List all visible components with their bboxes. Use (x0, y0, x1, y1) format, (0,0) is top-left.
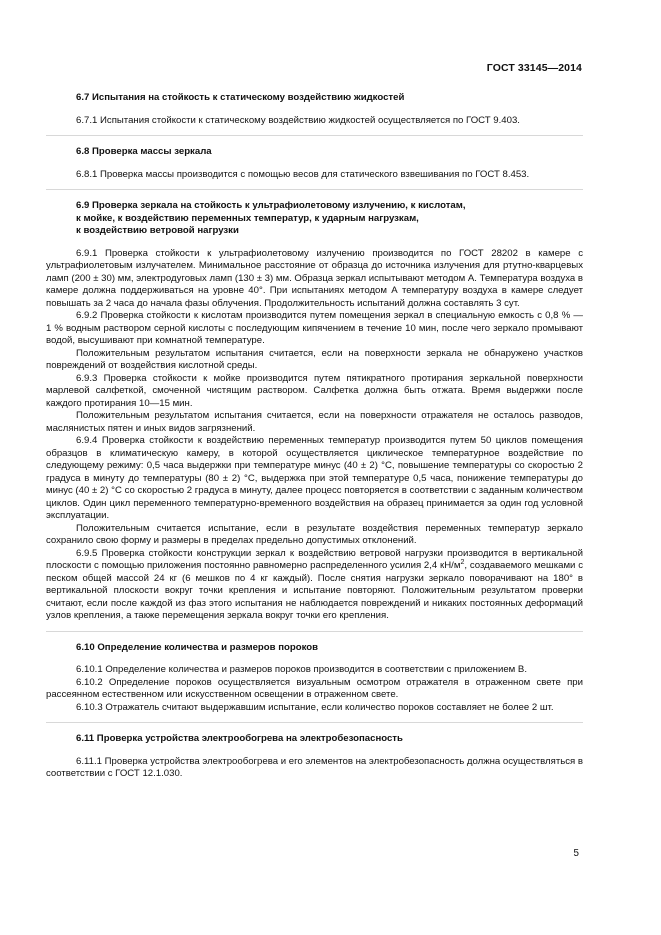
paragraph-6-9-5-part2: , создаваемого мешками с песком общей массой 24 кг (6 мешков по 4 кг каждый). После снятия нагрузки зеркало поворачивают на 180° в вертикальной плоскости вокруг точки крепления и испытание повторяют. Положительным результатом проверки считают, если после каждой из фаз этого испытания не наблюдается повреждений и никаких постоянных деформаций узлов крепления, а также перемещения зеркала вокруг точки его крепления. (46, 560, 583, 621)
section-6-7-title: 6.7 Испытания на стойкость к статическому воздействию жидкостей (76, 92, 405, 103)
paragraph-6-9-4: 6.9.4 Проверка стойкости к воздействию переменных температур производится путем 50 циклов помещения образцов в климатическую камеру, в которой осуществляется циклическое температурное воздействие по следующему режиму: 0,5 часа выдержки при температуре минус (40 ± 2) °C, повышение температуры со скоростью 2 градуса в минуту до температуры (80 ± 2) °C, выдержка при этой температуре 0,5 часа, понижение температуры до минус (40 ± 2) °C со скоростью 2 градуса в минуту, далее процесс повторяется в соответствии с заданным количеством циклов. Один цикл переменного температурно-временного воздействия на образец принимается за один год условной эксплуатации. (46, 435, 583, 521)
paragraph-6-9-1: 6.9.1 Проверка стойкости к ультрафиолетовому излучению производится по ГОСТ 28202 в камере с ультрафиолетовым излучателем. Минимальное расстояние от образца до источника излучения для ртутно-кварцевых ламп (200 ± 30) мм, электродуговых ламп (130 ± 3) мм. Образца зеркал испытывают методом А. Температура воздуха в камере должна поддерживаться на уровне 40°. При испытаниях методом А температуру воздуха в камере следует повышать за 2 часа до начала фазы облучения. Продолжительность испытаний должна составлять 3 сут. (46, 247, 583, 309)
divider (46, 722, 583, 723)
document-body (46, 92, 583, 781)
section-6-9-title-line: к воздействию ветровой нагрузки (76, 225, 239, 236)
paragraph-6-9-2-result: Положительным результатом испытания считается, если на поверхности зеркала не обнаружено участков повреждений от воздействия кислотной среды. (46, 347, 583, 371)
paragraph-6-7-1: 6.7.1 Испытания стойкости к статическому воздействию жидкостей осуществляется по ГОСТ 9.403. (76, 114, 520, 126)
paragraph-6-9-3: 6.9.3 Проверка стойкости к мойке производится путем пятикратного протирания зеркальной поверхности марлевой салфеткой, смоченной чистящим раствором. Салфетка должна быть отжата. Время выдержки после каждого протирания 10—15 мин. (46, 372, 583, 409)
paragraph-6-9-5-part1: 6.9.5 Проверка стойкости конструкции зеркал к воздействию ветровой нагрузки производится в вертикальной плоскости с помощью приложения постоянно равномерно распределенного усилия 2,4 кН/м (46, 547, 583, 571)
paragraph-6-10-3: 6.10.3 Отражатель считают выдержавшим испытание, если количество пороков составляет не более 2 шт. (76, 701, 554, 713)
paragraph-6-9-4-result: Положительным считается испытание, если в результате воздействия переменных температур зеркало сохранило свою форму и размеры в пределах предельно допустимых отклонений. (46, 522, 583, 546)
divider (46, 189, 583, 190)
paragraph-6-9-2: 6.9.2 Проверка стойкости к кислотам производится путем помещения зеркал в специальную емкость с 0,8 % — 1 % водным раствором серной кислоты с последующим кипячением в течение 10 мин, после чего зеркало промывают водой, высушивают при комнатной температуре. (46, 310, 583, 346)
section-6-9-title (46, 200, 583, 238)
section-6-9-title-line: 6.9 Проверка зеркала на стойкость к ультрафиолетовому излучению, к кислотам, (76, 200, 466, 211)
paragraph-6-9-5 (46, 548, 583, 623)
paragraph-6-10-2: 6.10.2 Определение пороков осуществляется визуальным осмотром отражателя в отраженном свете при рассеянном естественном или искусственном освещении в отраженном свете. (46, 676, 583, 700)
divider (46, 135, 583, 136)
section-6-10-title: 6.10 Определение количества и размеров пороков (76, 641, 319, 653)
section-6-9-title-line: к мойке, к воздействию переменных температур, к ударным нагрузкам, (76, 212, 419, 224)
paragraph-6-8-1: 6.8.1 Проверка массы производится с помощью весов для статического взвешивания по ГОСТ 8.453. (76, 168, 530, 180)
unit-superscript: 2 (460, 558, 465, 566)
standard-header: ГОСТ 33145—2014 (486, 62, 582, 74)
paragraph-6-9-3-result: Положительным результатом испытания считается, если на поверхности отражателя не осталось разводов, маслянистых пятен и иных видов загрязнений. (46, 410, 583, 434)
section-6-8-title: 6.8 Проверка массы зеркала (76, 146, 212, 157)
page-number: 5 (573, 848, 579, 859)
paragraph-6-10-1: 6.10.1 Определение количества и размеров пороков производится в соответствии с приложением В. (76, 664, 527, 675)
section-6-11-title: 6.11 Проверка устройства электрообогрева на электробезопасность (76, 733, 403, 744)
paragraph-6-11-1: 6.11.1 Проверка устройства электрообогрева и его элементов на электробезопасность должна осуществляться в соответствии с ГОСТ 12.1.030. (46, 755, 583, 779)
divider (46, 631, 583, 632)
